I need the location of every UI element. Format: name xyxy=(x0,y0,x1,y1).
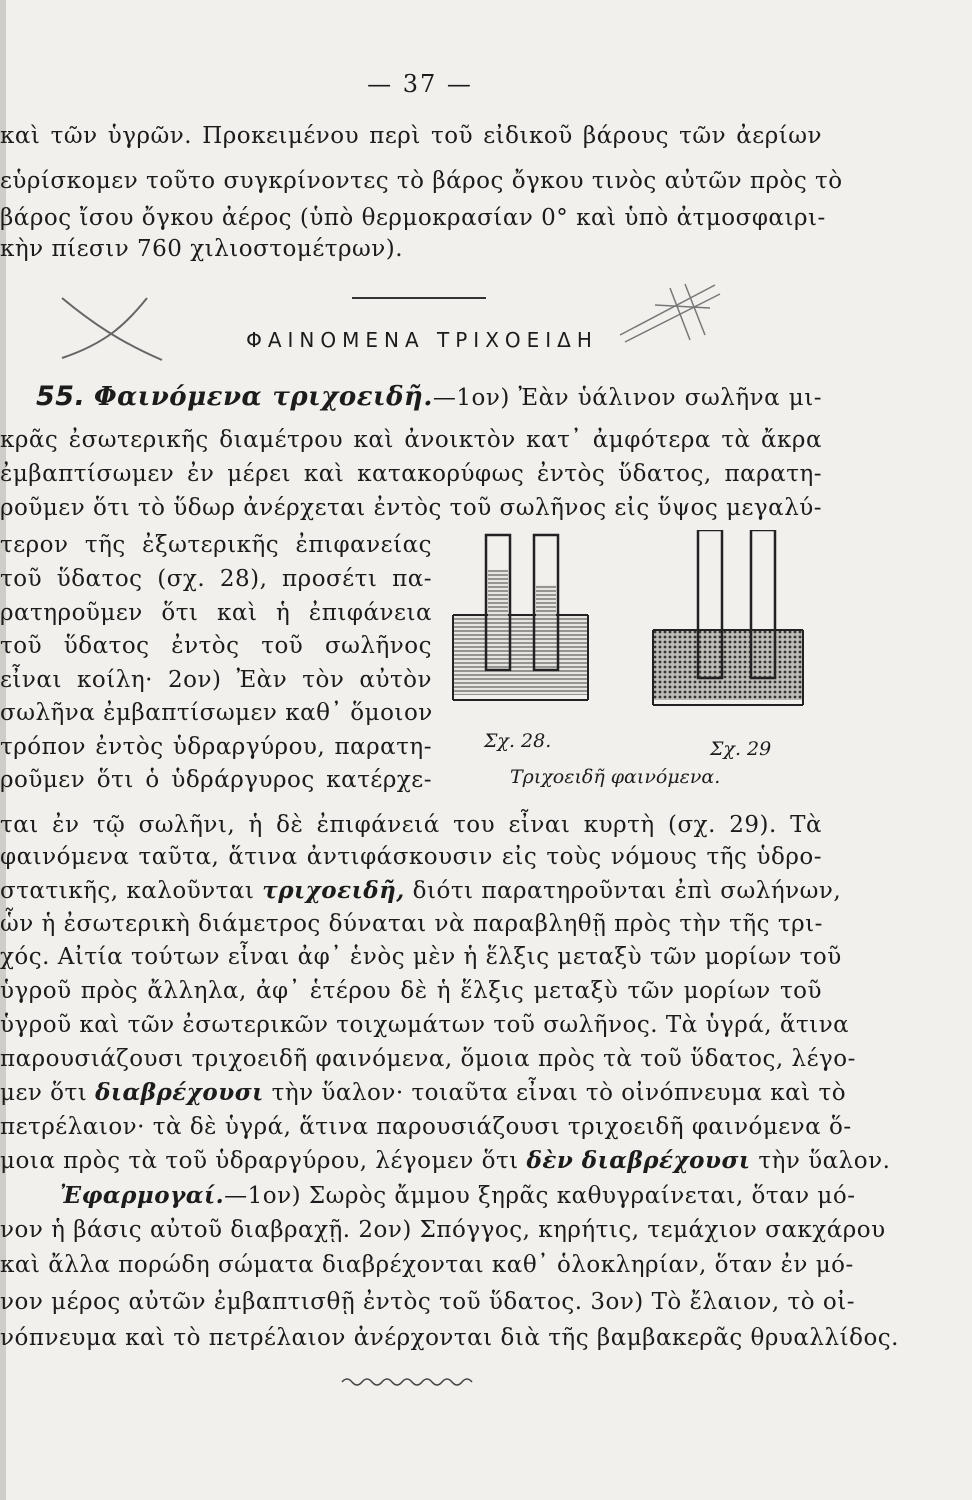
intro-line: καὶ τῶν ὑγρῶν. Προκειμένου περὶ τοῦ εἰδικοῦ βάρους τῶν ἀερίων xyxy=(0,123,822,149)
section-first-line-rest: —1ον) Ἐὰν ὑάλινον σωλῆνα μι- xyxy=(432,385,823,411)
body-line xyxy=(0,1078,847,1108)
body-line-narrow: τοῦ ὕδατος (σχ. 28), προσέτι πα- xyxy=(0,566,432,592)
ornament-squiggle-icon xyxy=(340,1375,480,1389)
body-line xyxy=(60,1181,856,1211)
text-run: τὴν ὕαλον. xyxy=(750,1148,891,1174)
term-capillary: τριχοειδῆ, xyxy=(262,877,405,904)
term-non-wetting: δὲν διαβρέχουσι xyxy=(526,1147,751,1174)
body-line: ὑγροῦ πρὸς ἄλληλα, ἀφ᾽ ἑτέρου δὲ ἡ ἕλξις μεταξὺ τῶν μορίων τοῦ xyxy=(0,978,822,1004)
body-line: ὧν ἡ ἐσωτερικὴ διάμετρος δύναται νὰ παραβληθῇ πρὸς τὴν τῆς τρι- xyxy=(0,911,823,937)
body-line: φαινόμενα ταῦτα, ἅτινα ἀντιφάσκουσιν εἰς τοὺς νόμους τῆς ὑδρο- xyxy=(0,844,822,870)
body-line-narrow: τοῦ ὕδατος ἐντὸς τοῦ σωλῆνος xyxy=(0,633,432,659)
section-first-line xyxy=(36,382,822,413)
body-line: χός. Αἰτία τούτων εἶναι ἀφ᾽ ἑνὸς μὲν ἡ ἕλξις μεταξὺ τῶν μορίων τοῦ xyxy=(0,944,842,970)
figure-29-label: Σχ. 29 xyxy=(710,738,772,760)
section-number: 55. xyxy=(36,381,86,412)
body-line-narrow: τερον τῆς ἐξωτερικῆς ἐπιφανείας xyxy=(0,532,432,558)
body-line: ἐμβαπτίσωμεν ἐν μέρει καὶ κατακορύφως ἐντὸς ὕδατος, παρατη- xyxy=(0,461,822,487)
separator-rule xyxy=(352,297,486,299)
text-run: μοια πρὸς τὰ τοῦ ὑδραργύρου, λέγομεν ὅτι xyxy=(0,1148,527,1174)
intro-line: βάρος ἴσου ὄγκου ἀέρος (ὑπὸ θερμοκρασίαν 0° καὶ ὑπὸ ἀτμοσφαιρι- xyxy=(0,205,826,231)
body-line: ὑγροῦ καὶ τῶν ἐσωτερικῶν τοιχωμάτων τοῦ σωλῆνος. Τὰ ὑγρά, ἅτινα xyxy=(0,1012,850,1038)
section-heading: ΦΑΙΝΟΜΕΝΑ ΤΡΙΧΟΕΙΔΗ xyxy=(246,328,598,352)
body-line: κρᾶς ἐσωτερικῆς διαμέτρου καὶ ἀνοικτὸν κατ᾽ ἀμφότερα τὰ ἄκρα xyxy=(0,427,822,453)
body-line: καὶ ἄλλα πορώδη σώματα διαβρέχονται καθ᾽ ὁλοκληρίαν, ὅταν ἐν μό- xyxy=(0,1252,854,1278)
term-applications: Ἐφαρμογαί. xyxy=(60,1182,225,1209)
body-line-narrow: ροῦμεν ὅτι ὁ ὑδράργυρος κατέρχε- xyxy=(0,767,432,793)
body-line: ροῦμεν ὅτι τὸ ὕδωρ ἀνέρχεται ἐντὸς τοῦ σωλῆνος εἰς ὕψος μεγαλύ- xyxy=(0,495,823,521)
term-wetting: διαβρέχουσι xyxy=(95,1079,264,1106)
page-number: — 37 — xyxy=(367,70,473,98)
text-run: στατικῆς, καλοῦνται xyxy=(0,878,263,904)
intro-line: κὴν πίεσιν 760 χιλιοστομέτρων). xyxy=(0,236,404,262)
body-line: νον ἡ βάσις αὐτοῦ διαβραχῇ. 2ον) Σπόγγος, κηρήτις, τεμάχιον σακχάρου xyxy=(0,1217,886,1243)
intro-line: εὑρίσκομεν τοῦτο συγκρίνοντες τὸ βάρος ὄγκου τινὸς αὐτῶν πρὸς τὸ xyxy=(0,168,843,194)
body-line: νόπνευμα καὶ τὸ πετρέλαιον ἀνέρχονται διὰ τῆς βαμβακερᾶς θρυαλλίδος. xyxy=(0,1325,899,1351)
body-line: νον μέρος αὐτῶν ἐμβαπτισθῇ ἐντὸς τοῦ ὕδατος. 3ον) Τὸ ἔλαιον, τὸ οἰ- xyxy=(0,1289,856,1315)
figure-29-icon xyxy=(653,530,803,705)
body-line-narrow: τρόπον ἐντὸς ὑδραργύρου, παρατη- xyxy=(0,734,432,760)
figure-28-icon xyxy=(453,535,588,700)
body-line: ται ἐν τῷ σωλῆνι, ἡ δὲ ἐπιφάνειά του εἶναι κυρτὴ (σχ. 29). Τὰ xyxy=(0,812,822,838)
body-line-narrow: σωλῆνα ἐμβαπτίσωμεν καθ᾽ ὅμοιον xyxy=(0,700,433,726)
body-line: πετρέλαιον· τὰ δὲ ὑγρά, ἅτινα παρουσιάζουσι τριχοειδῆ φαινόμενα ὅ- xyxy=(0,1114,852,1140)
figure-caption: Τριχοειδῆ φαινόμενα. xyxy=(510,766,721,788)
body-line xyxy=(0,1146,891,1176)
body-line-narrow: εἶναι κοίλη· 2ον) Ἐὰν τὸν αὐτὸν xyxy=(0,667,432,693)
body-line xyxy=(0,876,842,906)
text-run: —1ον) Σωρὸς ἄμμου ξηρᾶς καθυγραίνεται, ὅταν μό- xyxy=(224,1183,856,1209)
body-line: παρουσιάζουσι τριχοειδῆ φαινόμενα, ὅμοια πρὸς τὰ τοῦ ὕδατος, λέγο- xyxy=(0,1046,856,1072)
text-run: μεν ὅτι xyxy=(0,1080,96,1106)
section-title: Φαινόμενα τριχοειδῆ. xyxy=(94,382,433,412)
text-run: τὴν ὕαλον· τοιαῦτα εἶναι τὸ οἰνόπνευμα καὶ τὸ xyxy=(263,1080,847,1106)
figure-28-label: Σχ. 28. xyxy=(484,730,552,752)
text-run: διότι παρατηροῦνται ἐπὶ σωλήνων, xyxy=(404,878,842,904)
body-line-narrow: ρατηροῦμεν ὅτι καὶ ἡ ἐπιφάνεια xyxy=(0,600,432,626)
